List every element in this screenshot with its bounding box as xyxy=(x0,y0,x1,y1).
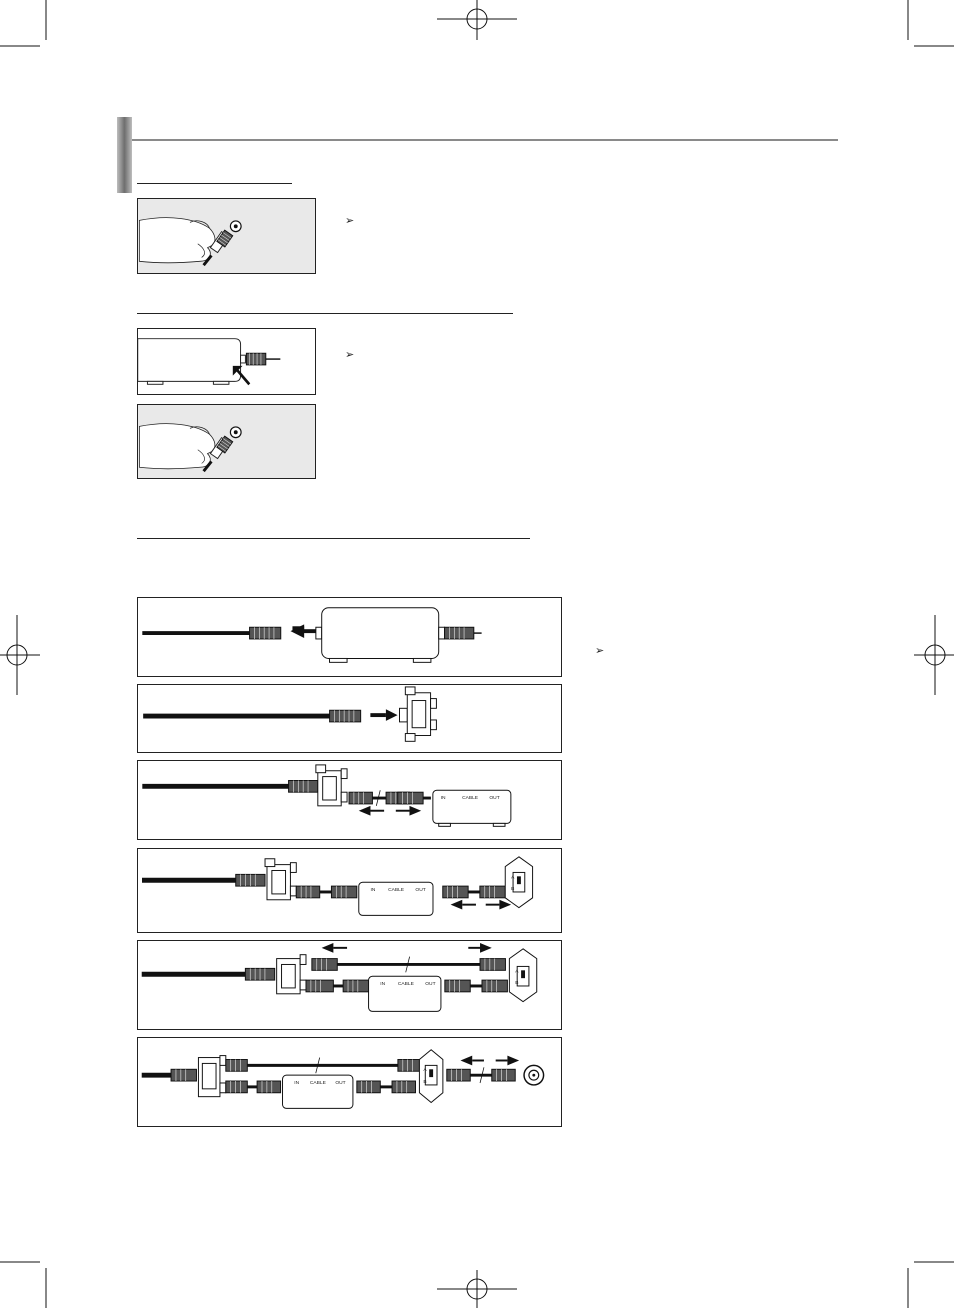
box-label-out: OUT xyxy=(489,796,500,802)
box-label-in: IN xyxy=(440,796,446,802)
diagram-step-4 xyxy=(137,848,562,933)
switch-label-a-6: A xyxy=(423,1068,427,1074)
box-label-out-4: OUT xyxy=(415,887,426,893)
box-label-cable-5: CABLE xyxy=(397,982,414,987)
switch-label-a: A xyxy=(511,875,515,881)
box-label-cable-4: CABLE xyxy=(388,887,405,893)
box-label-in-4: IN xyxy=(370,887,376,893)
diagram-step-1 xyxy=(137,597,562,677)
switch-label-b-6: B xyxy=(423,1079,427,1085)
box-label-out-5: OUT xyxy=(425,982,436,987)
switch-label-b-5: B xyxy=(515,981,519,987)
diagram-step-3 xyxy=(137,760,562,840)
diagram-step-6 xyxy=(137,1037,562,1127)
box-label-out-6: OUT xyxy=(335,1080,346,1086)
note-arrow-3: ➢ xyxy=(595,645,605,657)
box-label-in-5: IN xyxy=(380,982,386,987)
illustration-box-connector xyxy=(137,328,316,395)
switch-label-a-5: A xyxy=(515,969,519,975)
header-rule xyxy=(132,139,838,141)
illustration-hand-connect-1 xyxy=(137,198,316,274)
switch-label-b: B xyxy=(511,887,515,893)
diagram-step-2 xyxy=(137,684,562,753)
section-rule-2 xyxy=(137,313,513,314)
box-label-in-6: IN xyxy=(294,1080,300,1086)
illustration-hand-connect-2 xyxy=(137,404,316,479)
note-arrow-1: ➢ xyxy=(345,215,355,227)
note-arrow-2: ➢ xyxy=(345,349,355,361)
section-rule-3 xyxy=(137,538,530,539)
header-accent-bar xyxy=(117,117,132,193)
section-rule-1 xyxy=(137,183,292,184)
box-label-cable: CABLE xyxy=(462,796,479,802)
box-label-cable-6: CABLE xyxy=(309,1080,326,1086)
diagram-step-5 xyxy=(137,940,562,1030)
